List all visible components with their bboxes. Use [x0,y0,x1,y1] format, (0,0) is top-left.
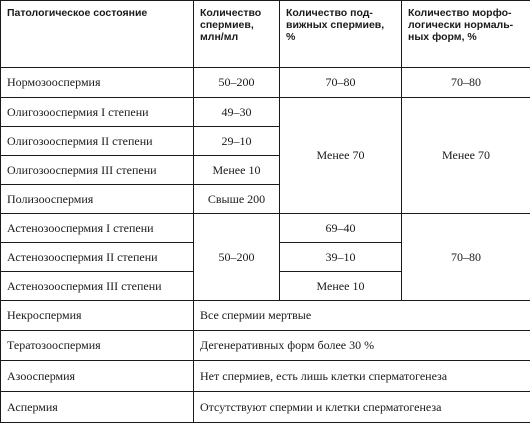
condition-cell: Полизооспермия [1,185,194,214]
table-row [1,392,530,423]
header-count: Количество спермиев, млн/мл [194,1,280,68]
table-row [1,214,530,243]
normal-forms-cell: 70–80 [402,68,530,98]
count-cell: 50–200 [194,68,280,98]
header-normal-forms: Количество морфологически нормальных форм, % [402,1,530,68]
description-cell: Отсутствуют спермии и клетки сперматогенеза [194,392,530,423]
condition-cell: Олигозооспермия II степени [1,127,194,156]
condition-cell: Астенозооспермия II степени [1,243,194,272]
table-row [1,331,530,361]
motile-cell: 70–80 [280,68,402,98]
description-cell: Нет спермиев, есть лишь клетки сперматогенеза [194,361,530,392]
header-condition: Патологическое состояние [1,1,194,68]
condition-cell: Олигозооспермия III степени [1,156,194,185]
condition-cell: Тератозооспермия [1,331,194,361]
normal-forms-merged-cell: Менее 70 [402,98,530,214]
header-motile: Количество подвижных спермиев, % [280,1,402,68]
count-cell: 49–30 [194,98,280,127]
condition-cell: Астенозооспермия III степени [1,272,194,301]
motile-cell: Менее 10 [280,272,402,301]
motile-cell: 69–40 [280,214,402,243]
table-row [1,98,530,127]
table-row [1,68,530,98]
condition-cell: Нормозооспермия [1,68,194,98]
count-cell: Свыше 200 [194,185,280,214]
description-cell: Все спермии мертвые [194,301,530,331]
condition-cell: Олигозооспермия I степени [1,98,194,127]
motile-cell: 39–10 [280,243,402,272]
condition-cell: Астенозооспермия I степени [1,214,194,243]
condition-cell: Азооспермия [1,361,194,392]
header-row [1,1,530,68]
count-cell: Менее 10 [194,156,280,185]
count-cell: 29–10 [194,127,280,156]
motile-merged-cell: Менее 70 [280,98,402,214]
table-row [1,301,530,331]
condition-cell: Некроспермия [1,301,194,331]
normal-forms-merged-cell: 70–80 [402,214,530,301]
table-row [1,361,530,392]
count-merged-cell: 50–200 [194,214,280,301]
condition-cell: Аспермия [1,392,194,423]
description-cell: Дегенеративных форм более 30 % [194,331,530,361]
